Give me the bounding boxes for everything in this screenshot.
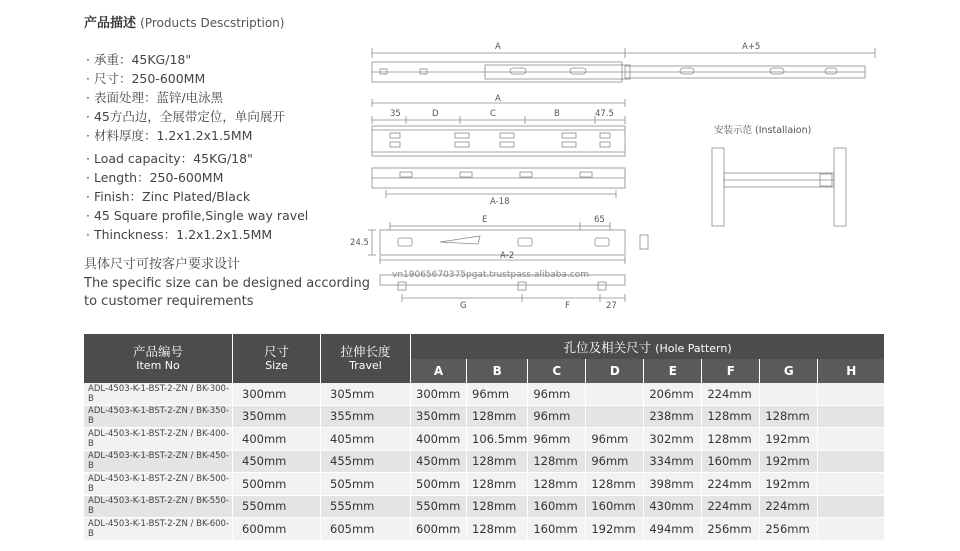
watermark-text: vn19065670375pgat.trustpass.alibaba.com	[392, 270, 590, 280]
spec-item: · 尺寸：250-600MM	[86, 71, 206, 86]
custom-zh: 具体尺寸可按客户要求设计	[84, 257, 241, 272]
col-item: 产品编号 Item No	[84, 334, 233, 383]
dim-65: 65	[594, 215, 605, 225]
col-size: 尺寸 Size	[233, 334, 321, 383]
dim-27: 27	[606, 301, 617, 311]
dim-F: F	[565, 301, 570, 311]
specs-en-list	[86, 149, 308, 244]
dim-47-5: 47.5	[595, 109, 614, 119]
dim-E: E	[482, 215, 488, 225]
col-travel: 拉伸长度 Travel	[321, 334, 411, 383]
dim-A: A	[495, 42, 501, 52]
title-zh: 产品描述	[84, 16, 137, 31]
spec-item: · Load capacity：45KG/18"	[86, 151, 253, 166]
dim-B: B	[554, 109, 560, 119]
table-row: ADL-4503-K-1-BST-2-ZN / BK-400-B 400mm 405mm 400mm 106.5mm 96mm 96mm 302mm 128mm 192mm	[84, 428, 884, 451]
custom-note	[84, 256, 370, 312]
spec-table	[84, 334, 884, 541]
dim-C: C	[490, 109, 496, 119]
col-E: E	[644, 359, 702, 383]
dim-A18: A-18	[490, 197, 510, 207]
col-F: F	[702, 359, 760, 383]
spec-item: · 材料厚度：1.2x1.2x1.5MM	[86, 128, 253, 143]
dim-A2: A-2	[500, 251, 515, 261]
dim-A5: A+5	[742, 42, 761, 52]
table-row: ADL-4503-K-1-BST-2-ZN / BK-350-B 350mm 355mm 350mm 128mm 96mm 238mm 128mm 128mm	[84, 405, 884, 428]
dim-A: A	[495, 94, 501, 104]
table-row: ADL-4503-K-1-BST-2-ZN / BK-550-B 550mm 555mm 550mm 128mm 160mm 160mm 430mm 224mm 224mm	[84, 495, 884, 518]
spec-item: · Finish：Zinc Plated/Black	[86, 189, 251, 204]
dim-D: D	[432, 109, 439, 119]
col-A: A	[411, 359, 467, 383]
col-C: C	[528, 359, 586, 383]
dim-24-5: 24.5	[350, 238, 369, 248]
specs-zh-list	[86, 50, 285, 145]
custom-en-1: The specific size can be designed according	[84, 275, 370, 291]
spec-item: · 45 Square profile,Single way ravel	[86, 208, 309, 223]
custom-en-2: to customer requirements	[84, 294, 254, 309]
spec-item: · Length：250-600MM	[86, 170, 224, 185]
col-B: B	[467, 359, 528, 383]
table-row: ADL-4503-K-1-BST-2-ZN / BK-450-B 450mm 455mm 450mm 128mm 128mm 96mm 334mm 160mm 192mm	[84, 450, 884, 473]
col-hole-pattern: 孔位及相关尺寸 (Hole Pattern)	[411, 334, 885, 359]
install-label: 安装示范 (Installaion)	[714, 125, 812, 136]
col-G: G	[760, 359, 818, 383]
dim-35: 35	[390, 109, 401, 119]
spec-item: · Thinckness：1.2x1.2x1.5MM	[86, 227, 273, 242]
col-H: H	[818, 359, 885, 383]
spec-item: · 45方凸边，全展带定位，单向展开	[86, 109, 285, 124]
table-row: ADL-4503-K-1-BST-2-ZN / BK-500-B 500mm 505mm 500mm 128mm 128mm 128mm 398mm 224mm 192mm	[84, 473, 884, 496]
title-en: (Products Descstription)	[140, 16, 285, 30]
dim-G: G	[460, 301, 467, 311]
spec-item: · 表面处理：蓝锌/电泳黑	[86, 90, 224, 105]
table-row: ADL-4503-K-1-BST-2-ZN / BK-300-B 300mm 305mm 300mm 96mm 96mm 206mm 224mm	[84, 383, 884, 405]
table-row: ADL-4503-K-1-BST-2-ZN / BK-600-B 600mm 605mm 600mm 128mm 160mm 192mm 494mm 256mm 256mm	[84, 518, 884, 541]
spec-item: · 承重：45KG/18"	[86, 52, 192, 67]
col-D: D	[586, 359, 644, 383]
page-title	[84, 12, 284, 31]
